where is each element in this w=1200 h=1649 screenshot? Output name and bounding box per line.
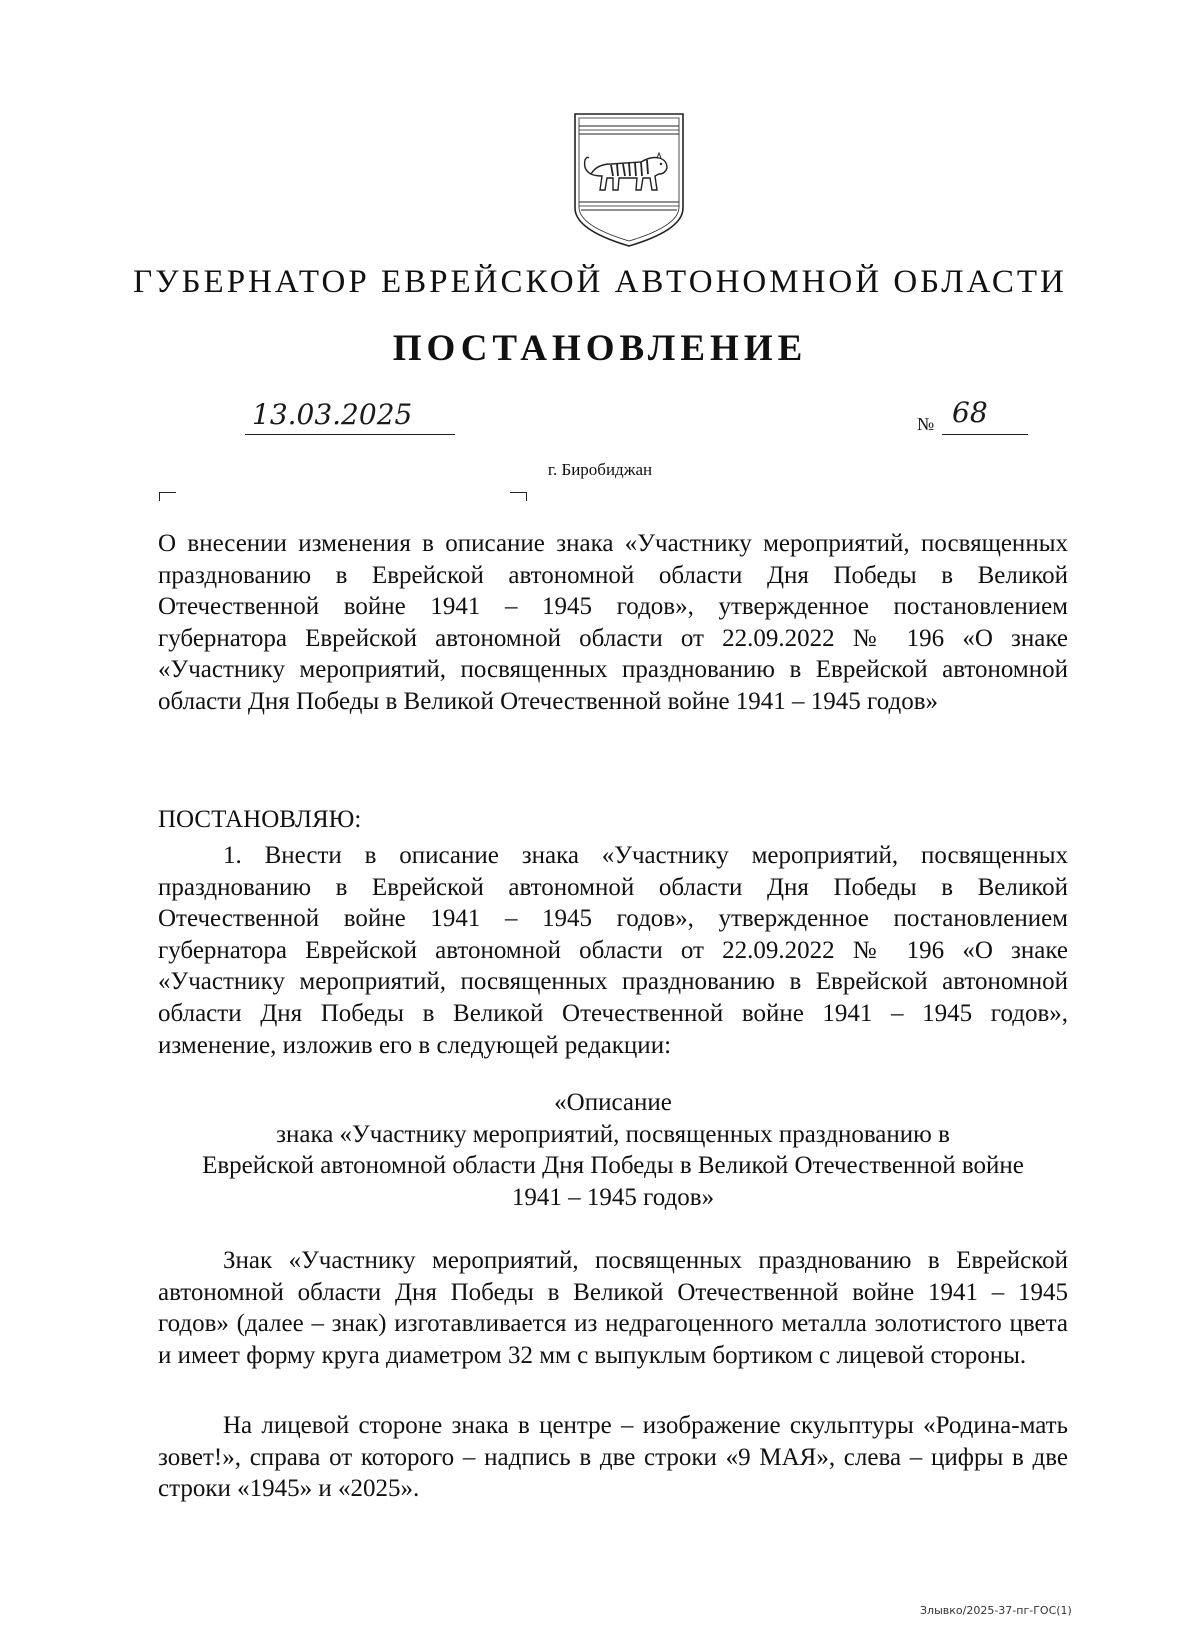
- document-subject: О внесении изменения в описание знака «Участнику мероприятий, посвященных празднованию в Еврейской автономной области Дня Победы в Великой Отечественной войне 1941 – 1945 годов», утвержденное постановлением губернатора Еврейской автономной области от 22.09.2022 № 196 «О знаке «Участнику мероприятий, посвященных празднованию в Еврейской автономной области Дня Победы в Великой Отечественной войне 1941 – 1945 годов»: [158, 530, 1068, 715]
- corner-bracket-left: [159, 492, 176, 501]
- corner-bracket-right: [510, 492, 527, 501]
- clause-1: 1. Внести в описание знака «Участнику мероприятий, посвященных празднованию в Еврейской автономной области Дня Победы в Великой Отечественной войне 1941 – 1945 годов», утвержденное постановлением губернатора Еврейской автономной области от 22.09.2022 № 196 «О знаке «Участнику мероприятий, посвященных празднованию в Еврейской автономной области Дня Победы в Великой Отечественной войне 1941 – 1945 годов», изменение, изложив его в следующей редакции:: [158, 842, 1068, 1059]
- number-sign: №: [917, 414, 935, 434]
- description-heading-line: Еврейской автономной области Дня Победы в Великой Отечественной войне: [202, 1152, 1024, 1180]
- coat-of-arms-tiger-icon: [571, 112, 687, 248]
- handwritten-number: 68: [952, 396, 988, 429]
- description-heading-line: знака «Участнику мероприятий, посвященных празднованию в: [276, 1120, 950, 1148]
- description-paragraph-1: Знак «Участнику мероприятий, посвященных празднованию в Еврейской автономной области Дня Победы в Великой Отечественной войне 1941 – 1945 годов» (далее – знак) изготавливается из недрагоценного металла золотистого цвета и имеет форму круга диаметром 32 мм с выпуклым бортиком с лицевой стороны.: [158, 1247, 1068, 1369]
- organization-title: ГУБЕРНАТОР ЕВРЕЙСКОЙ АВТОНОМНОЙ ОБЛАСТИ: [133, 264, 1067, 300]
- description-heading: [158, 1087, 1068, 1213]
- decree-heading: ПОСТАНОВЛЯЮ:: [158, 806, 362, 833]
- footer-document-code: Злывко/2025-37-пг-ГОС(1): [920, 1604, 1072, 1617]
- description-paragraph-2: На лицевой стороне знака в центре – изображение скульптуры «Родина-мать зовет!», справа от которого – надпись в две строки «9 МАЯ», слева – цифры в две строки «1945» и «2025».: [158, 1412, 1068, 1503]
- description-heading-line: «Описание: [554, 1089, 672, 1116]
- city-line: г. Биробиджан: [547, 460, 653, 479]
- handwritten-date: 13.03.2025: [252, 398, 413, 431]
- description-heading-line: 1941 – 1945 годов»: [511, 1183, 715, 1211]
- document-type-title: ПОСТАНОВЛЕНИЕ: [392, 328, 808, 369]
